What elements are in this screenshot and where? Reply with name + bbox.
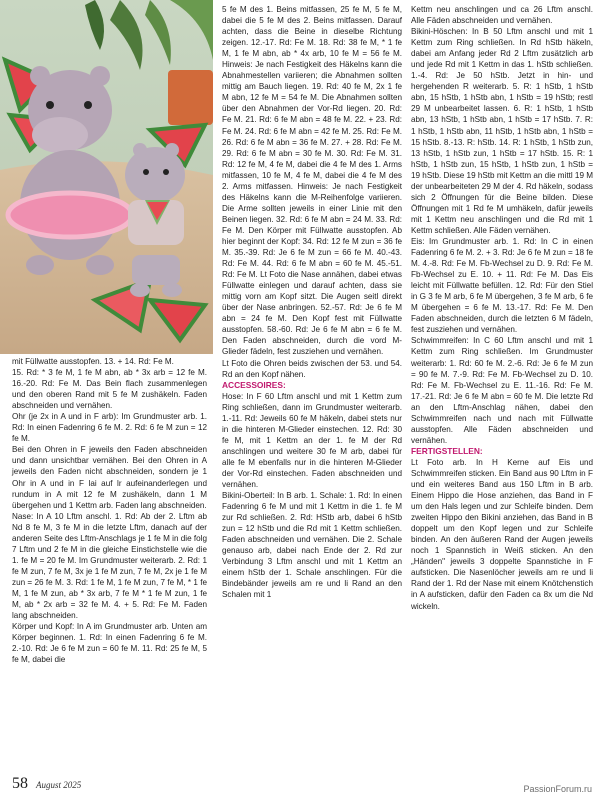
column-2 — [222, 4, 402, 601]
col1-para: Körper und Kopf: In A im Grundmuster arb. Unten am Körper beginnen. 1. Rd: In einen Fadenring 6 fe M. 2.-10. Rd: Je 6 fe M zun = 60 fe M. 11. Rd: 25 fe M, 5 fe M, dabei die — [12, 622, 207, 665]
col1-para: Ohr (je 2x in A und in F arb): Im Grundmuster arb. 1. Rd: In einen Fadenring 6 fe M. 2. Rd: 6 fe M zun = 12 fe M. — [12, 412, 207, 444]
photo-illustration — [0, 0, 213, 354]
accessories-heading: ACCESSOIRES: — [222, 379, 286, 390]
col2-para: 5 fe M des 1. Beins mitfassen, 25 fe M, 5 fe M, dabei die 5 fe M des 2. Beins mitfassen. Darauf achten, dass die Beine in dieselbe Richtung zeigen. 12.-17. Rd: Fe M. 18. Rd: 38 fe M, * 1 fe M, 1 fe M abn, ab * 4x arb, 10 fe M = 56 fe M. Hinweis: Je nach Festigkeit des Häkelns kann die Abnahmestellen variieren; die Abnahmen sollten mittig am Bauch liegen. 19. Rd: 40 fe M, 2x 1 fe M abn, 12 fe M = 54 fe M. Die Abnahmen sollten über den Abnahmen der Vor-Rd liegen. 20. Rd: Fe M. 21. Rd: 6 fe M abn = 48 fe M. 22. + 23. Rd: Fe M. 24. Rd: 6 fe M abn = 42 fe M. 25. Rd: Fe M. 26. Rd: 6 fe M abn = 36 fe M. 27. + 28. Rd: Fe M. 29. Rd: 6 fe M abn = 30 fe M. 30. Rd: Fe M. 31. Rd: 12 fe M, 4 fe M, dabei die 4 fe M des 1. Arms mitfassen, 10 fe M, 4 fe M, dabei die 4 fe M des 2. Arms mitfassen. Hinweis: Je nach Festigkeit des Häkelns kann die M-Reihenfolge variieren. Die Arme sollten jeweils in einer Linie mit den Beinen liegen. 32. Rd: 6 fe M abn = 24 M. 33. Rd: Fe M. Den Körper mit Füllwatte ausstopfen. Ab hier beginnt der Kopf: 34. Rd: 12 fe M zun = 36 fe M. 35.-39. Rd: Je 6 fe M zun = 66 fe M. 40.-43. Rd: Fe M. 44. Rd: 6 fe M abn = 60 fe M. 45.-51. Rd: Fe M. Lt Foto die Nase annähen, dabei etwas Füllwatte einlegen und darauf achten, dass sie mittig vorn am Kopf sitzt. Die Augen seitl direkt über der Nase anbringen. 52.-57. Rd: Je 6 fe M abn = 24 fe M. Den Kopf fest mit Füllwatte ausstopfen. 58.-60. Rd: Je 6 fe M abn = 6 fe M. Den Faden abschneiden, durch die vord M-Glieder fädeln, fest zusziehen und vernähen. — [222, 5, 402, 357]
finishing-heading: FERTIGSTELLEN: — [411, 445, 483, 456]
col3-para: Schwimmreifen: In C 60 Lftm anschl und mit 1 Kettm zum Ring schließen. Im Grundmuster weiterarb: 1. Rd: 60 fe M. 2.-6. Rd: Je 6 fe M zun = 90 fe M. 7.-9. Rd: Fe M. Fb-Wechsel zu D. 10. Rd: Fe M. Fb-Wechsel zu E. 11.-16. Rd: Fe M. 17.-21. Rd: Je 6 fe M abn = 60 fe M. Die letzte Rd an den Lftm-Anschlag nähen, dabei den Schwimmreifen nach und nach mit Füllwatte ausstopfen. Alle Fäden abschneiden und vernähen. — [411, 336, 593, 445]
page-footer — [12, 775, 81, 793]
col3-para: Lt Foto arb. In H Kerne auf Eis und Schwimmreifen sticken. Ein Band aus 90 Lftm in F und ein weiteres Band aus 150 Lftm in B arb. Einem Hippo die Hose anziehen, das Band in F um den Hals legen und zur Schleife binden. Dem zweiten Hippo den Bikini anziehen, das Band in B doppelt um den Kopf legen und zur Schleife binden. An den äußeren Rand der Augen jeweils noch 1 Spannstich in Weiß sticken. An den „Händen" jeweils 3 doppelte Spannstiche in F aufsticken. Die Nasenlöcher jeweils am re und li Rand der 1. Rd der Nase mit einem Knötchenstich in A aufsticken, dafür den Faden ca 8x um die Nd wickeln. — [411, 457, 593, 611]
column-1 — [12, 356, 207, 665]
col3-para: Eis: Im Grundmuster arb. 1. Rd: In C in einen Fadenring 6 fe M. 2. + 3. Rd: Je 6 fe M zun = 18 fe M. 4.-8. Rd: Fe M. Fb-Wechsel zu D. 9. Rd: Fe M. Fb-Wechsel zu E. 10. + 11. Rd: Fe M. Das Eis leicht mit Füllwatte befüllen. 12. Rd: Für den Stiel in G 3 fe M arb, 6 fe M übergehen, 3 fe M arb, 6 fe M übergehen = 6 fe M. 13.-17. Rd: Fe M. Den Faden abschneiden, durch die letzten 6 M fädeln, fest zusziehen und vernähen. — [411, 236, 594, 335]
col1-para: 15. Rd: * 3 fe M, 1 fe M abn, ab * 3x arb = 12 fe M. 16.-20. Rd: Fe M. Das Bein flach zusammenlegen und den oberen Rand mit 5 fe M zushäkeln. Faden abschneiden und vernähen. — [12, 368, 207, 411]
col1-para: mit Füllwatte ausstopfen. 13. + 14. Rd: Fe M. — [12, 357, 174, 366]
col2-para: Lt Foto die Ohren beids zwischen der 53. und 54. Rd an den Kopf nähen. — [222, 358, 402, 379]
page-number: 58 — [12, 775, 28, 792]
col3-para: Kettm neu anschlingen und ca 26 Lftm anschl. Alle Fäden abschneiden und vernähen. — [411, 5, 593, 26]
column-3 — [411, 4, 593, 612]
col2-para: Bikini-Oberteil: In B arb. 1. Schale: 1. Rd: In einen Fadenring 6 fe M und mit 1 Kettm in die 1. fe M zur Rd schließen. 2. Rd: HStb arb, dabei 6 hStb zun = 12 hStb und die Rd mit 1 Kettm schließen. Faden abschneiden und vernähen. Die 2. Schale genauso arb, dabei nach Ende der 2. Rd zur Verbindung 3 Lftm anschl und mit 1 Kettm an einem hStb der 1. Schale anschlingen. Für die Bindebänder jeweils am re und li Rand an den Schalen mit 1 — [222, 491, 402, 600]
col3-para: Bikini-Höschen: In B 50 Lftm anschl und mit 1 Kettm zum Ring schließen. In Rd hStb häkeln, dabei am Anfang jeder Rd 2 Lftm zusätzlich arb und jede Rd mit 1 Kettm in das 1. hStb schließen. 1.-4. Rd: Je 50 hStb. Jetzt in hin- und hergehenden R weiterarb. 5. R: 1 hStb, 1 hStb abn, 15 hStb, 1 hStb abn, 1 hStb = 19 hStb; restl 29 M unbearbeitet lassen. 6. R: 1 hStb, 1 hStb abn, 13 hStb, 1 hStb abn, 1 hStb = 17 hStb. 7. R: 1 hStb, 1 hStb abn, 11 hStb, 1 hStb abn, 1 hStb = 15 hStb. 8.-13. R: hStb. 14. R: 1 hStb, 1 hStb zun, 13 hStb, 1 hStb zun, 1 hStb = 17 hStb. 15. R: 1 hStb, 1 hStb zun, 15 hStb, 1 hStb zun, 1 hStb = 19 hStb. Diese 19 hStb mit Kettm an die mittl 19 M der unbearbeiteten 29 M der 4. Rd häkeln, sodass sich 2 Öffnungen für die Beine bilden. Diese Öffnungen mit 1 Rd fe M umhäkeln, dafür jeweils mit 1 Kettm neu anschlingen und die Rd mit 1 Kettm schließen. Alle Fäden vernähen. — [411, 27, 593, 235]
col1-para: Nase: In A 10 Lftm anschl. 1. Rd: Ab der 2. Lftm ab Nd 8 fe M, 3 fe M in die letzte Lftm, danach auf der anderen Seite des Lftm-Anschlags je 1 fe M in die folg 7 Lftm und 2 fe M in die gleiche Einstichstelle wie die 1. fe M = 20 fe M. Im Grundmuster weiterarb. 2. Rd: 1 fe M zun, 7 fe M, 3x je 1 fe M zun, 7 fe M, 2x je 1 fe M zun = 26 fe M. 3. Rd: 1 fe M, 1 fe M zun, 7 fe M, * 1 fe M, 1 fe M zun, ab * 3x arb, 7 fe M * 1 fe M zun, 1 fe M, ab * 2x arb = 32 fe M. 4. + 5. Rd: Fe M. Faden lang abschneiden. — [12, 511, 207, 621]
issue-date: August 2025 — [36, 780, 82, 790]
hippo-photo — [0, 0, 213, 354]
col2-para: Hose: In F 60 Lftm anschl und mit 1 Kettm zum Ring schließen, dann im Grundmuster weiterarb. 1.-11. Rd: Jeweils 60 fe M häkeln, dabei stets nur in die hinteren M-Glieder einstechen. 12. Rd: 30 fe M, mit 1 Kettm an der 1. fe M der Rd anschlingen und weitere 30 fe M arb, dabei für alle fe M ebenfalls nur in die hinteren M-Glieder der Vor-Rd einstechen. Faden abschneiden und vernähen. — [222, 391, 402, 490]
col1-para: Bei den Ohren in F jeweils den Faden abschneiden und dann unsichtbar vernähen. Bei den Ohren in A jeweils den Faden nicht abschneiden, sondern je 1 Ohr in A und in F lai auf lr aufeinanderlegen und rundum in A mit 12 fe M zushäkeln, dann 1 M übergehen und 1 Kettm arb. Faden lang abschneiden. — [12, 445, 207, 510]
watermark: PassionForum.ru — [523, 784, 592, 794]
